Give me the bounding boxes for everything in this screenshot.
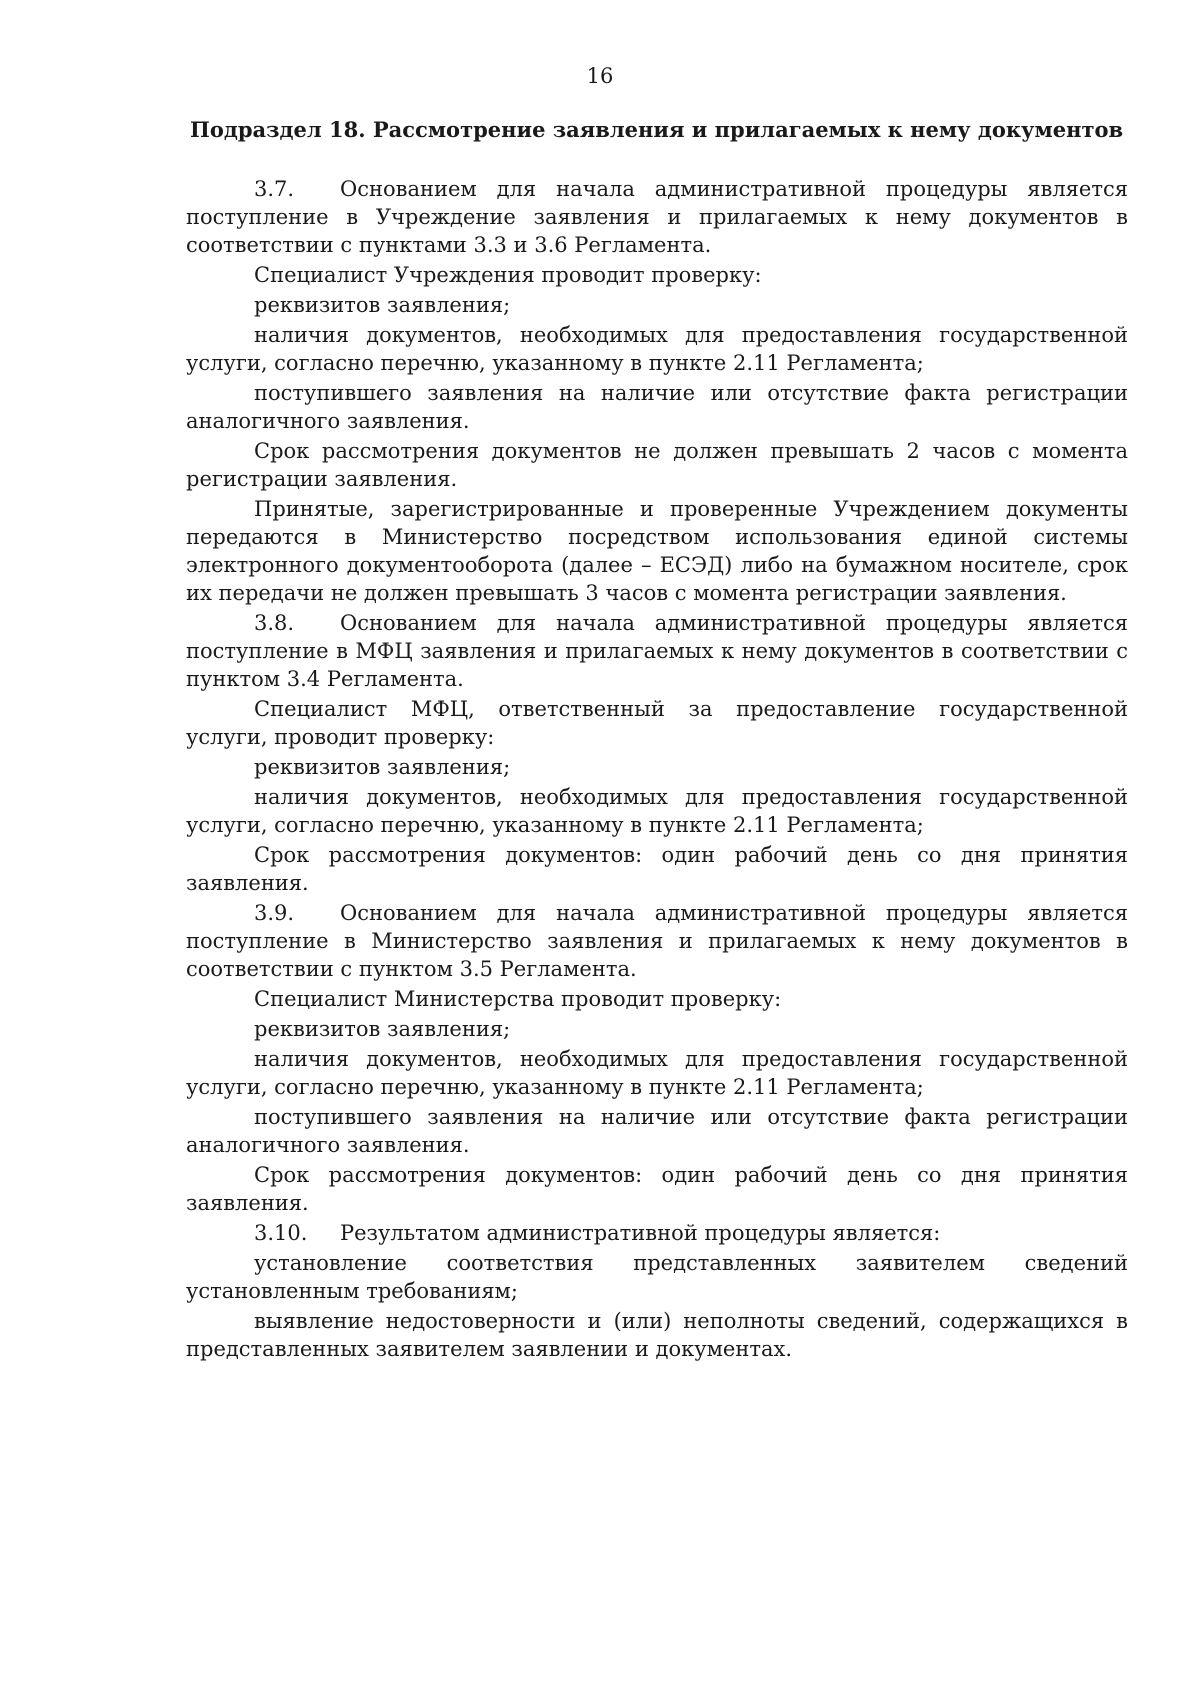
clause-text: Основанием для начала административной процедуры является поступление в Учреждение заявления и прилагаемых к нему документов в соответствии с пунктами 3.3 и 3.6 Регламента. — [186, 177, 1128, 257]
paragraph-3-8 — [186, 609, 1128, 693]
clause-number: 3.10. — [254, 1221, 308, 1245]
paragraph-3-7 — [186, 175, 1128, 259]
clause-number: 3.7. — [254, 177, 295, 201]
paragraph: Принятые, зарегистрированные и проверенные Учреждением документы передаются в Министерство посредством использования единой системы электронного документооборота (далее – ЕСЭД) либо на бумажном носителе, срок их передачи не должен превышать 3 часов с момента регистрации заявления. — [186, 497, 1128, 605]
page-number: 16 — [586, 64, 614, 88]
paragraph: установление соответствия представленных заявителем сведений установленным требованиям; — [186, 1251, 1128, 1303]
paragraph: реквизитов заявления; — [254, 293, 511, 317]
paragraph: наличия документов, необходимых для предоставления государственной услуги, согласно перечню, указанному в пункте 2.11 Регламента; — [186, 1047, 1128, 1099]
paragraph: поступившего заявления на наличие или отсутствие факта регистрации аналогичного заявления. — [186, 1105, 1128, 1157]
paragraph: реквизитов заявления; — [254, 755, 511, 779]
paragraph: наличия документов, необходимых для предоставления государственной услуги, согласно перечню, указанному в пункте 2.11 Регламента; — [186, 785, 1128, 837]
paragraph-3-10 — [186, 1219, 1128, 1247]
clause-number: 3.8. — [254, 611, 295, 635]
clause-text: Основанием для начала административной процедуры является поступление в МФЦ заявления и прилагаемых к нему документов в соответствии с пунктом 3.4 Регламента. — [186, 611, 1128, 691]
paragraph: реквизитов заявления; — [254, 1017, 511, 1041]
paragraph: Специалист МФЦ, ответственный за предоставление государственной услуги, проводит проверку: — [186, 697, 1128, 749]
paragraph: Специалист Министерства проводит проверку: — [254, 987, 782, 1011]
paragraph: Срок рассмотрения документов: один рабочий день со дня принятия заявления. — [186, 843, 1128, 895]
document-body — [186, 175, 1128, 1365]
paragraph-3-9 — [186, 899, 1128, 983]
paragraph: наличия документов, необходимых для предоставления государственной услуги, согласно перечню, указанному в пункте 2.11 Регламента; — [186, 323, 1128, 375]
section-heading: Подраздел 18. Рассмотрение заявления и прилагаемых к нему документов — [190, 117, 1124, 142]
paragraph: выявление недостоверности и (или) неполноты сведений, содержащихся в представленных заявителем заявлении и документах. — [186, 1309, 1128, 1361]
clause-text: Результатом административной процедуры является: — [340, 1221, 941, 1245]
clause-number: 3.9. — [254, 901, 295, 925]
paragraph: Срок рассмотрения документов: один рабочий день со дня принятия заявления. — [186, 1163, 1128, 1215]
paragraph: Специалист Учреждения проводит проверку: — [254, 263, 762, 287]
paragraph: Срок рассмотрения документов не должен превышать 2 часов с момента регистрации заявления. — [186, 439, 1128, 491]
paragraph: поступившего заявления на наличие или отсутствие факта регистрации аналогичного заявления. — [186, 381, 1128, 433]
clause-text: Основанием для начала административной процедуры является поступление в Министерство заявления и прилагаемых к нему документов в соответствии с пунктом 3.5 Регламента. — [186, 901, 1128, 981]
